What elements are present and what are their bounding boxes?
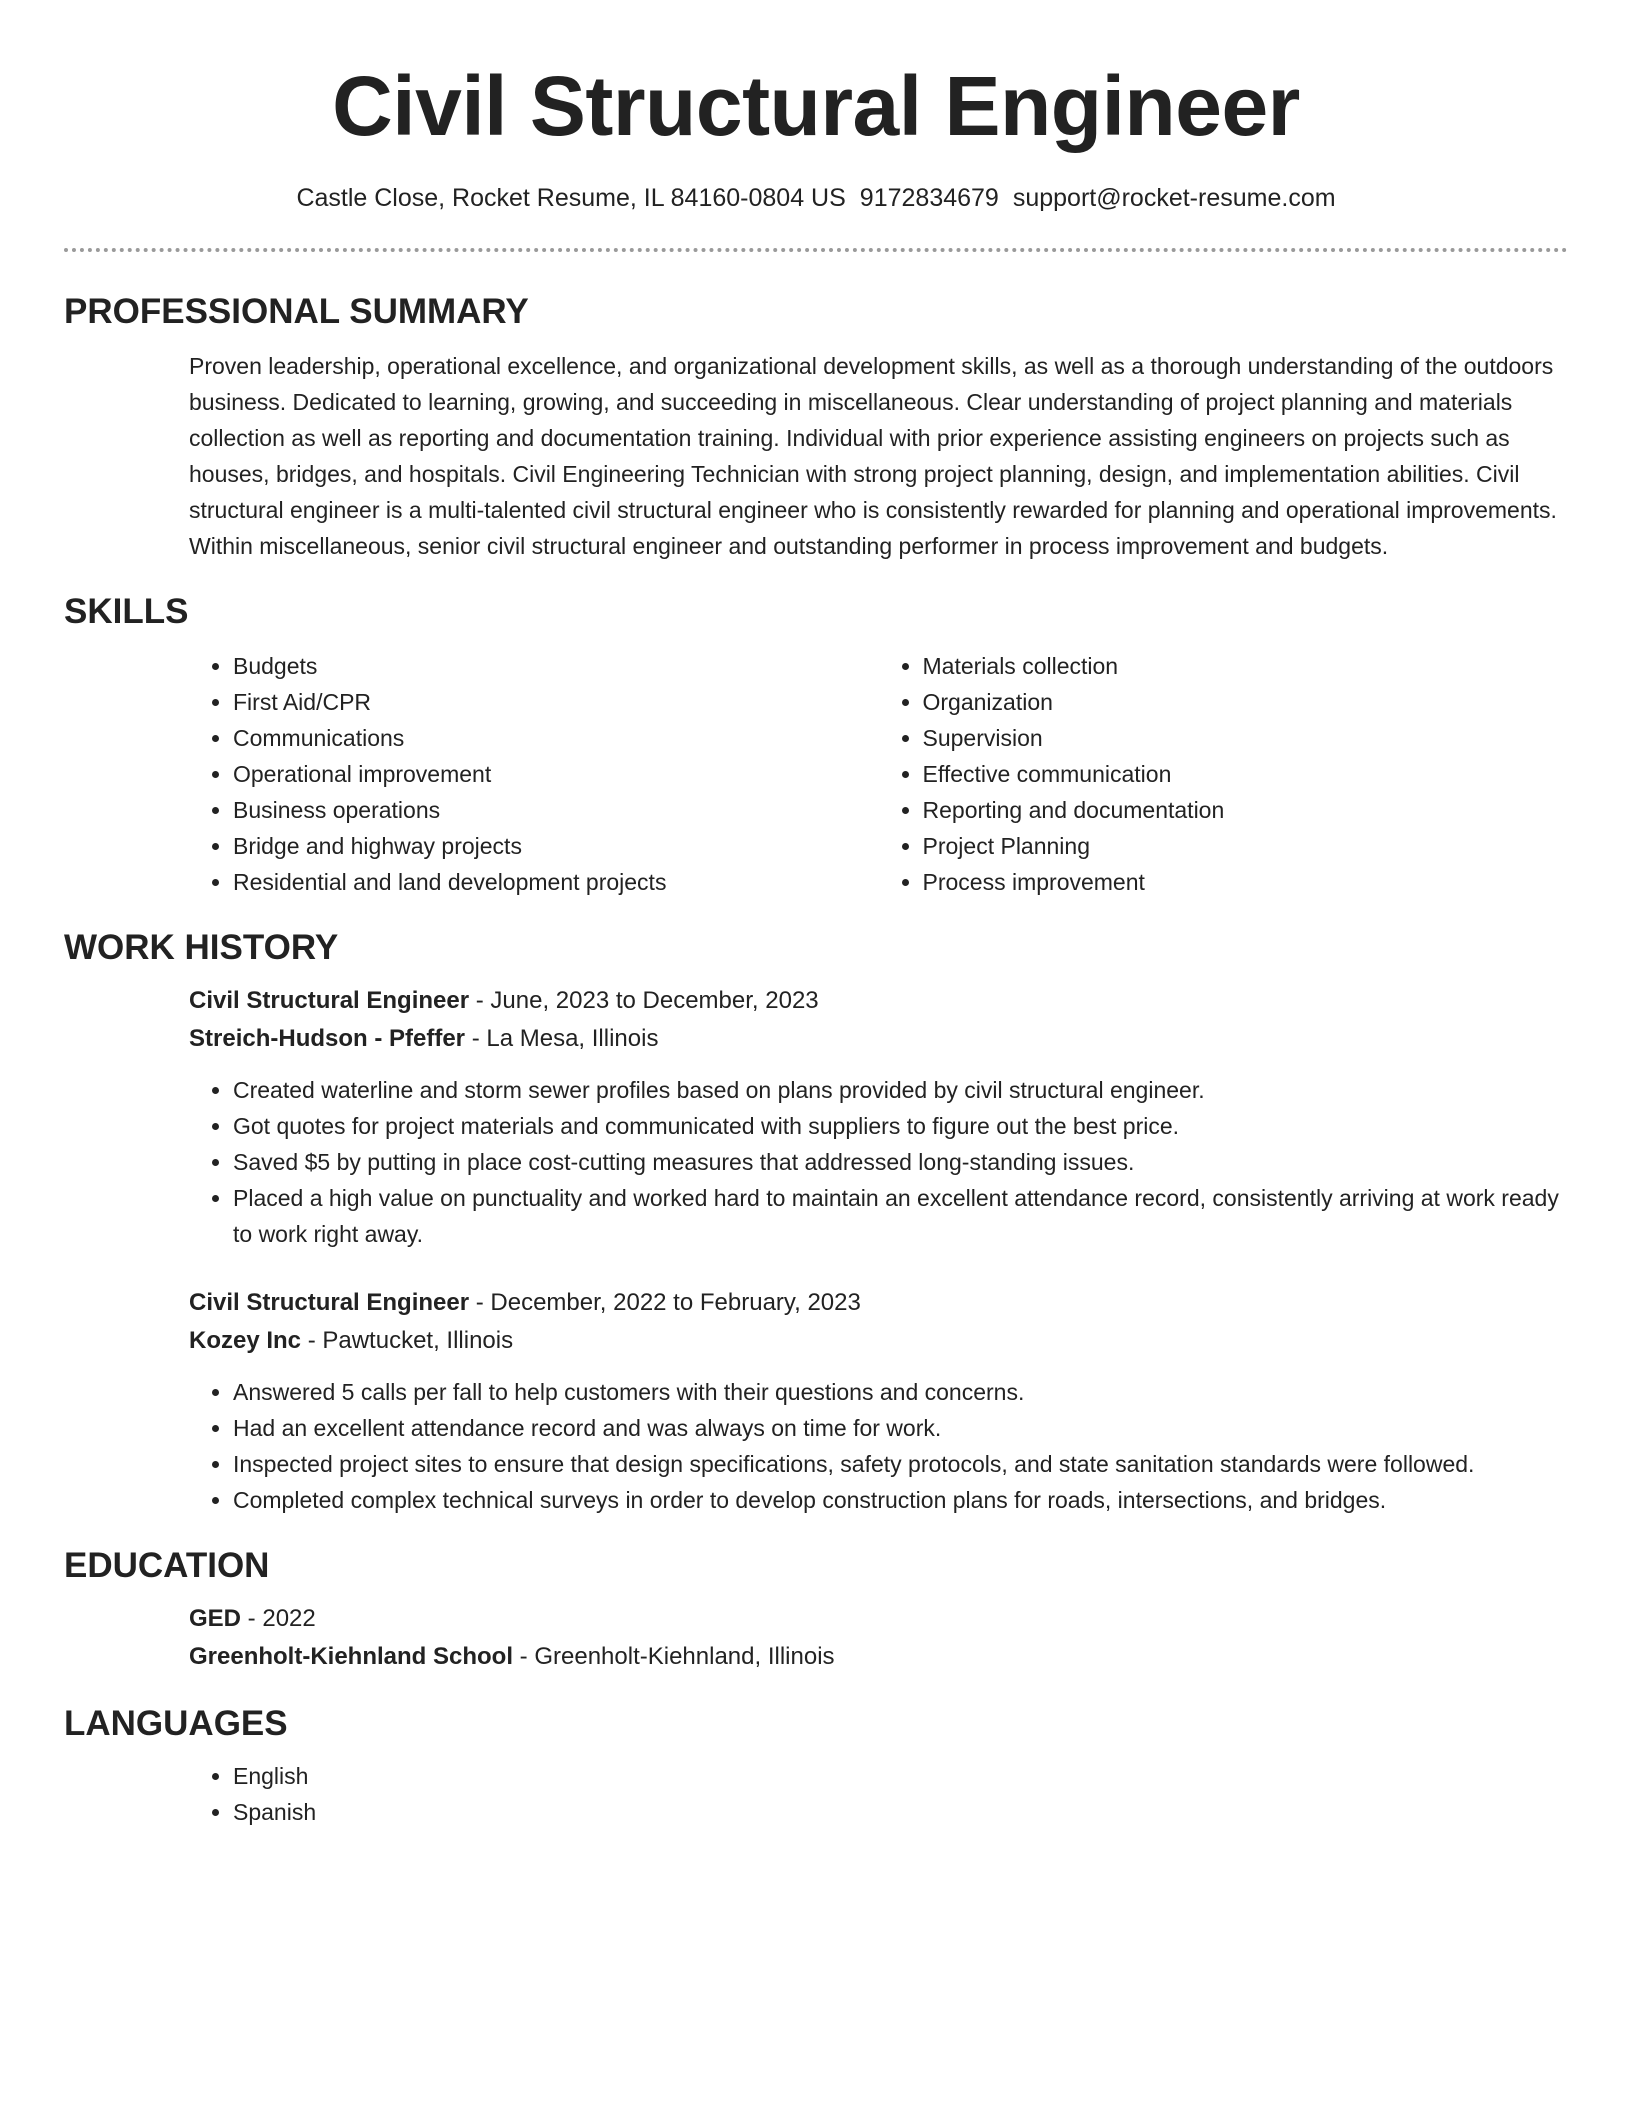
job-company-line [189, 1020, 1568, 1058]
work-history-heading: WORK HISTORY [64, 928, 339, 967]
job-company-line [189, 1322, 1568, 1360]
skill-item: • Communications [233, 720, 879, 756]
skills-section [64, 648, 1568, 900]
summary-section [64, 348, 1568, 564]
contact-line [64, 182, 1568, 214]
skill-item: • Effective communication [923, 756, 1569, 792]
education-location: - Greenholt-Kiehnland, Illinois [513, 1643, 835, 1670]
job-bullet: • Had an excellent attendance record and was always on time for work. [233, 1410, 1568, 1446]
header-divider [64, 248, 1568, 252]
education-heading: EDUCATION [64, 1546, 270, 1585]
skill-item: • Supervision [923, 720, 1569, 756]
language-item: • English [233, 1758, 1568, 1794]
skill-item: • Business operations [233, 792, 879, 828]
job-location: - La Mesa, Illinois [465, 1025, 659, 1052]
education-degree: GED [189, 1605, 242, 1632]
skill-item: • Reporting and documentation [923, 792, 1569, 828]
job-company: Kozey Inc [189, 1327, 302, 1354]
job-location: - Pawtucket, Illinois [301, 1327, 514, 1354]
education-school-line [189, 1638, 1568, 1676]
languages-heading: LANGUAGES [64, 1704, 288, 1743]
skills-heading: SKILLS [64, 592, 189, 631]
job-role: Civil Structural Engineer [189, 987, 470, 1014]
work-history-section [64, 982, 1568, 1518]
language-item: • Spanish [233, 1794, 1568, 1830]
job-dates: - December, 2022 to February, 2023 [469, 1289, 861, 1316]
job-bullet: • Created waterline and storm sewer profiles based on plans provided by civil structural engineer. [233, 1072, 1568, 1108]
job-dates: - June, 2023 to December, 2023 [469, 987, 819, 1014]
job-bullet: • Got quotes for project materials and communicated with suppliers to figure out the best price. [233, 1108, 1568, 1144]
job-company: Streich-Hudson - Pfeffer [189, 1025, 466, 1052]
skill-item: • Operational improvement [233, 756, 879, 792]
skill-item: • First Aid/CPR [233, 684, 879, 720]
skill-item: • Residential and land development projects [233, 864, 879, 900]
job-bullet: • Completed complex technical surveys in order to develop construction plans for roads, intersections, and bridges. [233, 1482, 1568, 1518]
job-bullets [189, 1374, 1568, 1518]
job-bullet: • Answered 5 calls per fall to help customers with their questions and concerns. [233, 1374, 1568, 1410]
contact-phone: 9172834679 [859, 184, 999, 212]
job-entry [189, 982, 1568, 1252]
job-role: Civil Structural Engineer [189, 1289, 470, 1316]
education-degree-line [189, 1600, 1568, 1638]
skill-item: • Project Planning [923, 828, 1569, 864]
job-bullet: • Saved $5 by putting in place cost-cutting measures that addressed long-standing issues. [233, 1144, 1568, 1180]
skills-list-left [189, 648, 879, 900]
contact-address: Castle Close, Rocket Resume, IL 84160-0804 US [296, 184, 846, 212]
job-title-line [189, 982, 1568, 1020]
skills-list-right [879, 648, 1569, 900]
skill-item: • Process improvement [923, 864, 1569, 900]
summary-text: Proven leadership, operational excellence, and organizational development skills, as well as a thorough understanding of the outdoors business. Dedicated to learning, growing, and succeeding in miscellaneous. Clear understanding of project planning and materials collection as well as reporting and documentation training. Individual with prior experience assisting engineers on projects such as houses, bridges, and hospitals. Civil Engineering Technician with strong project planning, design, and implementation abilities. Civil structural engineer is a multi-talented civil structural engineer who is consistently rewarded for planning and operational improvements. Within miscellaneous, senior civil structural engineer and outstanding performer in process improvement and budgets. [189, 353, 1557, 559]
skill-item: • Bridge and highway projects [233, 828, 879, 864]
contact-email: support@rocket-resume.com [1012, 184, 1336, 212]
job-title-line [189, 1284, 1568, 1322]
job-bullet: • Placed a high value on punctuality and worked hard to maintain an excellent attendance record, consistently arriving at work ready to work right away. [233, 1180, 1568, 1252]
languages-list [189, 1758, 1568, 1830]
summary-heading: PROFESSIONAL SUMMARY [64, 292, 529, 331]
resume-name: Civil Structural Engineer [332, 59, 1300, 153]
skill-item: • Materials collection [923, 648, 1569, 684]
languages-section [64, 1758, 1568, 1830]
skill-item: • Budgets [233, 648, 879, 684]
job-bullet: • Inspected project sites to ensure that design specifications, safety protocols, and state sanitation standards were followed. [233, 1446, 1568, 1482]
education-section [64, 1600, 1568, 1676]
education-school: Greenholt-Kiehnland School [189, 1643, 514, 1670]
education-year: - 2022 [241, 1605, 316, 1632]
job-bullets [189, 1072, 1568, 1252]
skill-item: • Organization [923, 684, 1569, 720]
job-entry [189, 1284, 1568, 1518]
